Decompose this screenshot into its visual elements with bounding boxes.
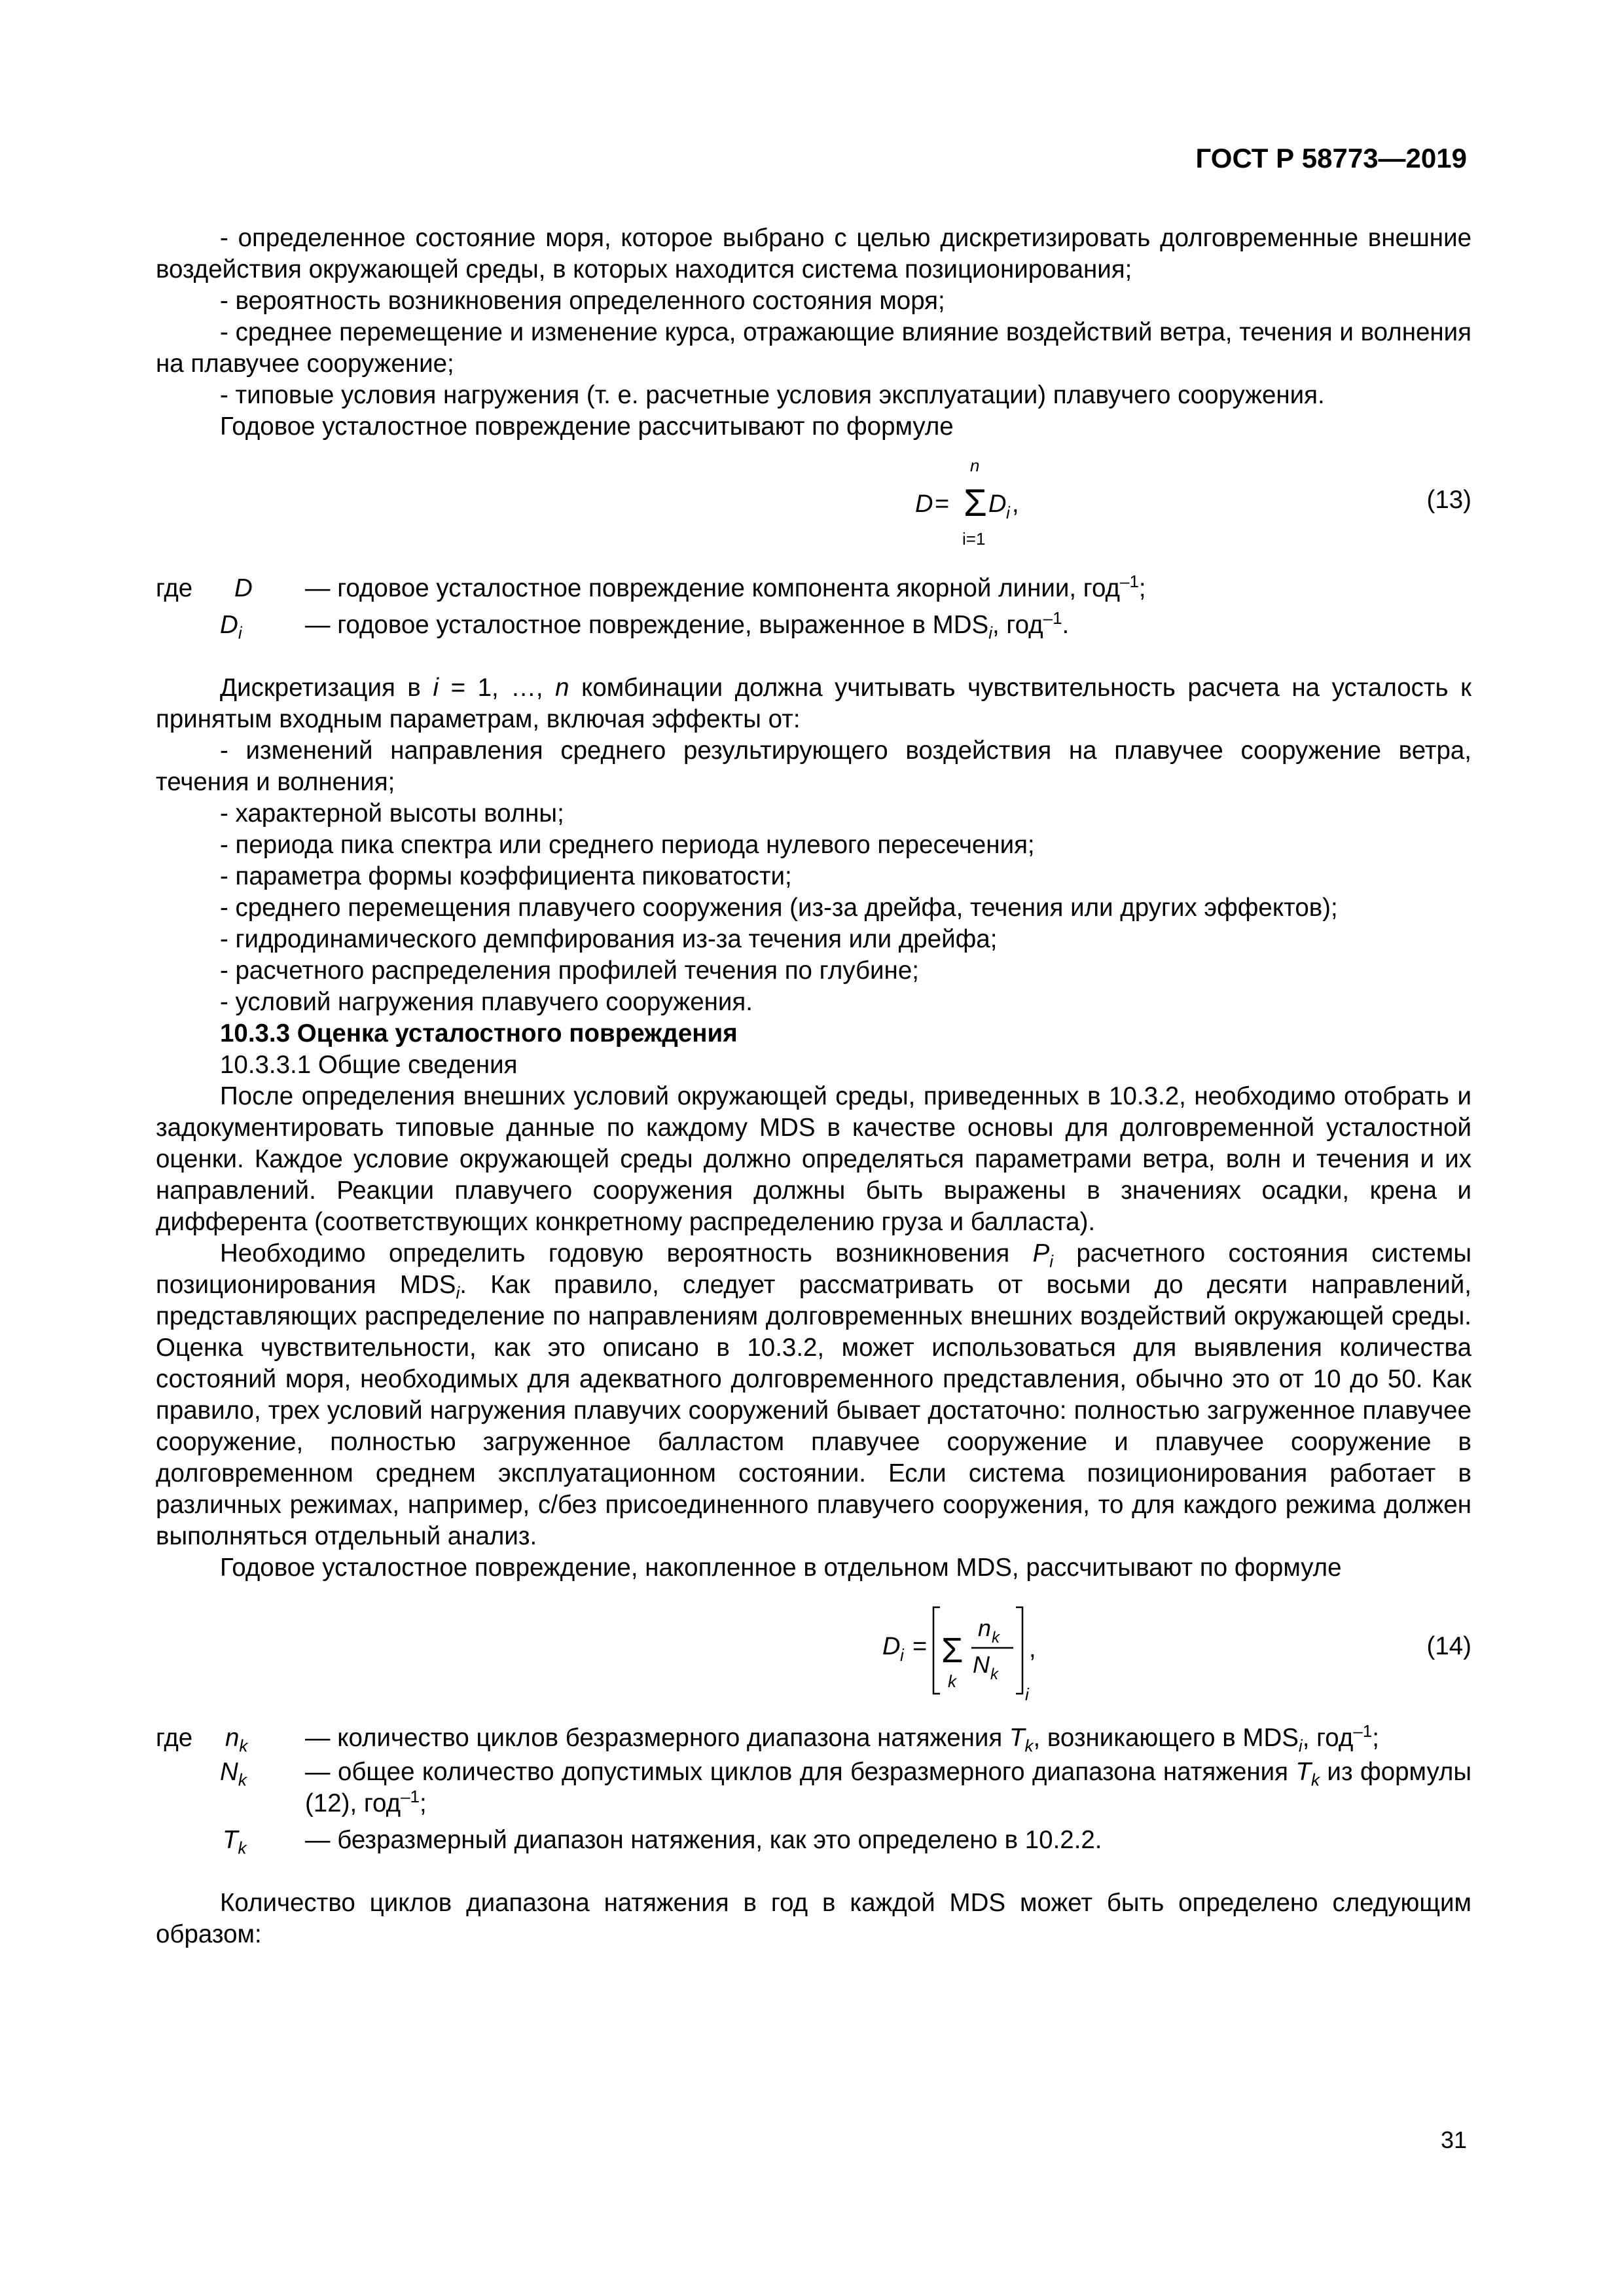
f14-lhs: D: [882, 1633, 901, 1660]
def-Di-symbol: D: [220, 611, 238, 639]
f14-den: N: [973, 1651, 990, 1678]
formula-14-number: (14): [1426, 1632, 1471, 1660]
def-Nk-sub: k: [238, 1770, 247, 1790]
f14-tail: ,: [1029, 1635, 1036, 1663]
def-Di-sub: i: [238, 623, 242, 643]
def-Di: [156, 610, 1471, 641]
para2-P: P: [1032, 1239, 1050, 1267]
def-nk: [156, 1722, 1471, 1754]
f14-den-sub: k: [990, 1666, 998, 1683]
intro-item-2: - вероятность возникновения определенного состояния моря;: [220, 287, 945, 315]
where-label-2: где: [156, 1724, 193, 1752]
f13-upper: n: [970, 456, 980, 475]
def-nk-text2: , возникающего в MDS: [1033, 1724, 1299, 1752]
where-label: где: [156, 574, 193, 602]
section-para1: После определения внешних условий окружающей среды, приведенных в 10.3.2, необходимо отобрать и задокументировать типовые данные по каждому MDS в качестве основы для долговременной усталостной оценки. Каждое условие окружающей среды должно определяться параметрами ветра, волн и течения и их направлений. Реакции плавучего сооружения должны быть выражены в значениях осадки, крена и дифферента (соответствующих конкретному распределению груза и балласта).: [156, 1082, 1471, 1236]
disc-p1: Дискретизация в: [220, 674, 433, 702]
def-Tk: [156, 1825, 1471, 1856]
def-nk-text3: , год: [1302, 1724, 1354, 1752]
def-Nk-T: T: [1295, 1758, 1311, 1786]
para2-a: Необходимо определить годовую вероятность возникновения: [220, 1239, 1033, 1267]
disc-item-3: - периода пика спектра или среднего периода нулевого пересечения;: [220, 831, 1035, 859]
discretization-paragraph: [156, 672, 1471, 735]
f14-eq: =: [912, 1633, 928, 1660]
f13-lower: i=1: [962, 529, 986, 549]
intro-item-4: - типовые условия нагружения (т. е. расчетные условия эксплуатации) плавучего сооружения.: [220, 381, 1325, 409]
intro-item-1: - определенное состояние моря, которое выбрано с целью дискретизировать долговременные внешние воздействия окружающей среды, в которых находится система позиционирования;: [156, 224, 1471, 283]
def-Nk-end: ;: [420, 1789, 427, 1817]
def-nk-sub: k: [239, 1736, 248, 1756]
formula-13-definitions: [156, 573, 1471, 641]
disc-item-8: - условий нагружения плавучего сооружения.: [220, 988, 753, 1016]
f13-term-sub: i: [1006, 503, 1010, 522]
def-Di-text: — годовое усталостное повреждение, выраженное в MDS: [305, 611, 989, 639]
def-D-symbol: D: [234, 574, 253, 602]
document-id-header: ГОСТ Р 58773—2019: [1195, 143, 1467, 173]
section-subheading: 10.3.3.1 Общие сведения: [220, 1051, 518, 1079]
def-Di-sub2: i: [988, 623, 992, 643]
f14-num-sub: k: [992, 1629, 1000, 1647]
def-Tk-symbol: T: [223, 1826, 238, 1854]
para2-Pi: i: [1049, 1251, 1054, 1271]
def-Di-end: .: [1062, 611, 1070, 639]
def-nk-Mi: i: [1298, 1736, 1303, 1756]
disc-n: n: [555, 674, 569, 702]
formula-13: [156, 452, 1471, 573]
def-Nk-symbol: N: [220, 1758, 238, 1786]
def-D: [156, 573, 1471, 604]
def-nk-end: ;: [1372, 1724, 1379, 1752]
def-Nk-text2: из формулы (12), год: [305, 1758, 1471, 1817]
disc-item-2: - характерной высоты волны;: [220, 799, 564, 828]
para2-b: расчетного состояния системы позиционирования MDS: [156, 1239, 1471, 1299]
intro-item-3: - среднее перемещение и изменение курса, отражающие влияние воздействий ветра, течения и волнения на плавучее сооружение;: [156, 318, 1471, 378]
formula-14-expression: [882, 1598, 1092, 1716]
def-Nk-text: — общее количество допустимых циклов для безразмерного диапазона натяжения: [305, 1758, 1296, 1786]
def-D-text: — годовое усталостное повреждение компонента якорной линии, год: [305, 574, 1120, 602]
f14-sum-sub: k: [948, 1671, 956, 1691]
f13-tail: ,: [1012, 490, 1019, 518]
def-D-sup: –1: [1120, 572, 1139, 592]
page-number: 31: [1440, 2126, 1467, 2153]
def-Tk-sub: k: [238, 1838, 247, 1858]
formula13-intro: Годовое усталостное повреждение рассчитывают по формуле: [220, 412, 954, 441]
section-para2: [156, 1238, 1471, 1552]
def-D-end: ;: [1138, 574, 1146, 602]
def-nk-symbol: n: [225, 1724, 240, 1752]
disc-item-7: - расчетного распределения профилей течения по глубине;: [220, 957, 919, 985]
f13-eq: =: [935, 490, 950, 518]
formula-14-definitions: [156, 1722, 1471, 1856]
f13-sigma: Σ: [964, 482, 987, 524]
f14-outer-sub: i: [1025, 1685, 1029, 1704]
disc-item-6: - гидродинамического демпфирования из-за течения или дрейфа;: [220, 925, 998, 953]
def-Tk-text: — безразмерный диапазон натяжения, как это определено в 10.2.2.: [305, 1826, 1102, 1854]
def-Di-sup: –1: [1043, 608, 1062, 629]
def-nk-sup: –1: [1353, 1721, 1373, 1741]
def-nk-T: T: [1009, 1724, 1025, 1752]
disc-item-1: - изменений направления среднего результирующего воздействия на плавучее сооружение ветра, течения и волнения;: [156, 737, 1471, 796]
def-Nk-sup: –1: [401, 1787, 420, 1807]
disc-item-4: - параметра формы коэффициента пиковатости;: [220, 862, 792, 890]
closing-paragraph: Количество циклов диапазона натяжения в год в каждой MDS может быть определено следующим образом:: [156, 1889, 1471, 1948]
disc-rest: комбинации должна учитывать чувствительность расчета на усталость к принятым входным параметрам, включая эффекты от:: [156, 674, 1471, 733]
section-heading: 10.3.3 Оценка усталостного повреждения: [220, 1019, 738, 1048]
disc-item-5: - среднего перемещения плавучего сооружения (из-за дрейфа, течения или других эффектов);: [220, 894, 1338, 922]
f13-term: D: [988, 490, 1007, 518]
def-Nk-Tk: k: [1310, 1770, 1320, 1790]
formula-14: [156, 1598, 1471, 1722]
disc-i: i: [433, 674, 439, 702]
formula-13-expression: [915, 452, 1085, 556]
f14-left-bracket: [933, 1607, 940, 1694]
def-nk-Tk: k: [1024, 1736, 1034, 1756]
def-Nk: [156, 1757, 1471, 1819]
para2-Mi: i: [456, 1283, 460, 1303]
formula14-intro: Годовое усталостное повреждение, накопленное в отдельном MDS, рассчитывают по формуле: [220, 1554, 1342, 1582]
f14-sigma: Σ: [941, 1631, 964, 1670]
f14-lhs-sub: i: [900, 1645, 904, 1665]
page-content: [156, 223, 1471, 1950]
f14-right-bracket: [1016, 1607, 1022, 1694]
f13-lhs: D: [915, 490, 933, 518]
def-Di-text2: , год: [992, 611, 1043, 639]
def-nk-text: — количество циклов безразмерного диапазона натяжения: [305, 1724, 1009, 1752]
disc-mid: = 1, …,: [439, 674, 556, 702]
para2-c: . Как правило, следует рассматривать от восьми до десяти направлений, представляющих распределение по направлениям долговременных внешних воздействий окружающей среды. Оценка чувствительности, как это описано в 10.3.2, может использоваться для выявления количества состояний моря, необходимых для адекватного долговременного представления, обычно это от 10 до 50. Как правило, трех условий нагружения плавучих сооружений бывает достаточно: полностью загруженное плавучее сооружение, полностью загруженное балластом плавучее сооружение и плавучее сооружение в долговременном среднем эксплуатационном состоянии. Если система позиционирования работает в различных режимах, например, с/без присоединенного плавучего сооружения, то для каждого режима должен выполняться отдельный анализ.: [156, 1271, 1472, 1550]
f14-num: n: [978, 1614, 992, 1641]
formula-13-number: (13): [1426, 486, 1471, 514]
